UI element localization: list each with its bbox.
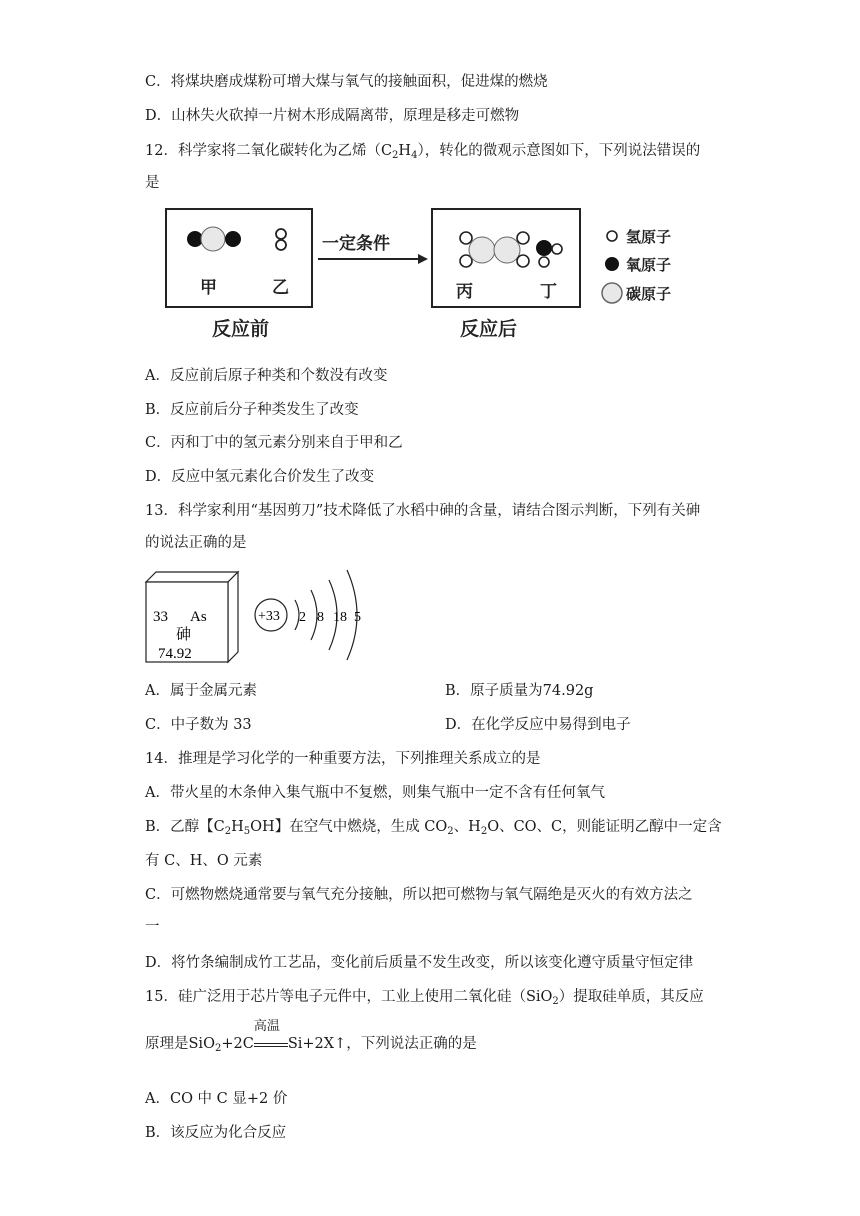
- q13-option-b: B．原子质量为74.92g: [445, 683, 594, 699]
- q14-option-c-cont: 一: [145, 919, 160, 935]
- label-before: 反应前: [212, 318, 270, 340]
- q14-option-b-cont: 有 C、H、O 元素: [145, 853, 263, 869]
- h2o-molecule: [536, 240, 562, 267]
- label-jia: 甲: [200, 278, 217, 298]
- legend-h: 氢原子: [626, 228, 672, 246]
- q14-option-d: D．将竹条编制成竹工艺品，变化前后质量不发生改变，所以该变化遵守质量守恒定律: [145, 955, 694, 971]
- atomic-mass: 74.92: [158, 646, 192, 662]
- option-d-text: D．山林失火砍掉一片树木形成隔离带，原理是移走可燃物: [145, 108, 520, 124]
- label-bing: 丙: [456, 282, 473, 302]
- atomic-number: 33: [153, 609, 168, 625]
- question-13-stem-cont: 的说法正确的是: [145, 535, 247, 551]
- reaction-condition-equals: 高温: [254, 1034, 288, 1054]
- q15-option-a: A．CO 中 C 显+2 价: [145, 1091, 288, 1107]
- label-yi: 乙: [272, 278, 289, 298]
- q12-option-d: D．反应中氢元素化合价发生了改变: [145, 469, 375, 485]
- arsenic-element-diagram: [143, 568, 383, 668]
- question-15-stem: 15．硅广泛用于芯片等电子元件中，工业上使用二氧化硅（SiO$_2$）提取硅单质，其反应: [145, 989, 704, 1007]
- reaction-condition: 一定条件: [322, 234, 390, 254]
- element-symbol: As: [190, 609, 207, 625]
- element-name: 砷: [176, 627, 192, 643]
- c2h4-molecule: [460, 232, 529, 267]
- q14-option-b: B．乙醇【$C_2H_5OH$】在空气中燃烧，生成 $CO_2$、$H_2O$、CO、C，则能证明乙醇中一定含: [145, 819, 722, 837]
- label-ding: 丁: [540, 282, 557, 302]
- q12-option-c: C．丙和丁中的氢元素分别来自于甲和乙: [145, 435, 403, 451]
- question-12-stem-cont: 是: [145, 175, 160, 191]
- q12-option-a: A．反应前后原子种类和个数没有改变: [145, 368, 388, 384]
- h2-molecule: [276, 229, 286, 250]
- label-after: 反应后: [460, 318, 518, 340]
- co2-molecule: [187, 227, 241, 251]
- q12-option-b: B．反应前后分子种类发生了改变: [145, 402, 359, 418]
- option-c-text: C．将煤块磨成煤粉可增大煤与氧气的接触面积，促进煤的燃烧: [145, 74, 548, 90]
- q13-option-c: C．中子数为 33: [145, 717, 252, 733]
- q15-option-b: B．该反应为化合反应: [145, 1125, 287, 1141]
- legend-o: 氧原子: [626, 256, 672, 274]
- nucleus-charge: +33: [258, 609, 280, 624]
- legend: [602, 228, 671, 303]
- q14-option-c: C．可燃物燃烧通常要与氧气充分接触，所以把可燃物与氧气隔绝是灭火的有效方法之: [145, 887, 693, 903]
- question-12-stem: 12．科学家将二氧化碳转化为乙烯$(C_2H_4)$，转化的微观示意图如下，下列说法错误的: [145, 143, 701, 161]
- q13-option-a: A．属于金属元素: [145, 683, 257, 699]
- shell-3: 18: [333, 610, 347, 625]
- shell-1: 2: [299, 610, 306, 625]
- question-13-stem: 13．科学家利用“基因剪刀”技术降低了水稻中砷的含量，请结合图示判断，下列有关砷: [145, 503, 701, 519]
- q14-option-a: A．带火星的木条伸入集气瓶中不复燃，则集气瓶中一定不含有任何氧气: [145, 785, 605, 801]
- question-15-equation-line: 原理是SiO$_2$+2C 高温 Si+2X↑，下列说法正确的是: [145, 1019, 477, 1054]
- shell-4: 5: [354, 610, 361, 625]
- legend-c: 碳原子: [626, 285, 672, 303]
- question-14-stem: 14．推理是学习化学的一种重要方法，下列推理关系成立的是: [145, 751, 541, 767]
- shell-2: 8: [317, 610, 324, 625]
- q13-option-d: D．在化学反应中易得到电子: [445, 717, 631, 733]
- reaction-diagram: [160, 205, 700, 345]
